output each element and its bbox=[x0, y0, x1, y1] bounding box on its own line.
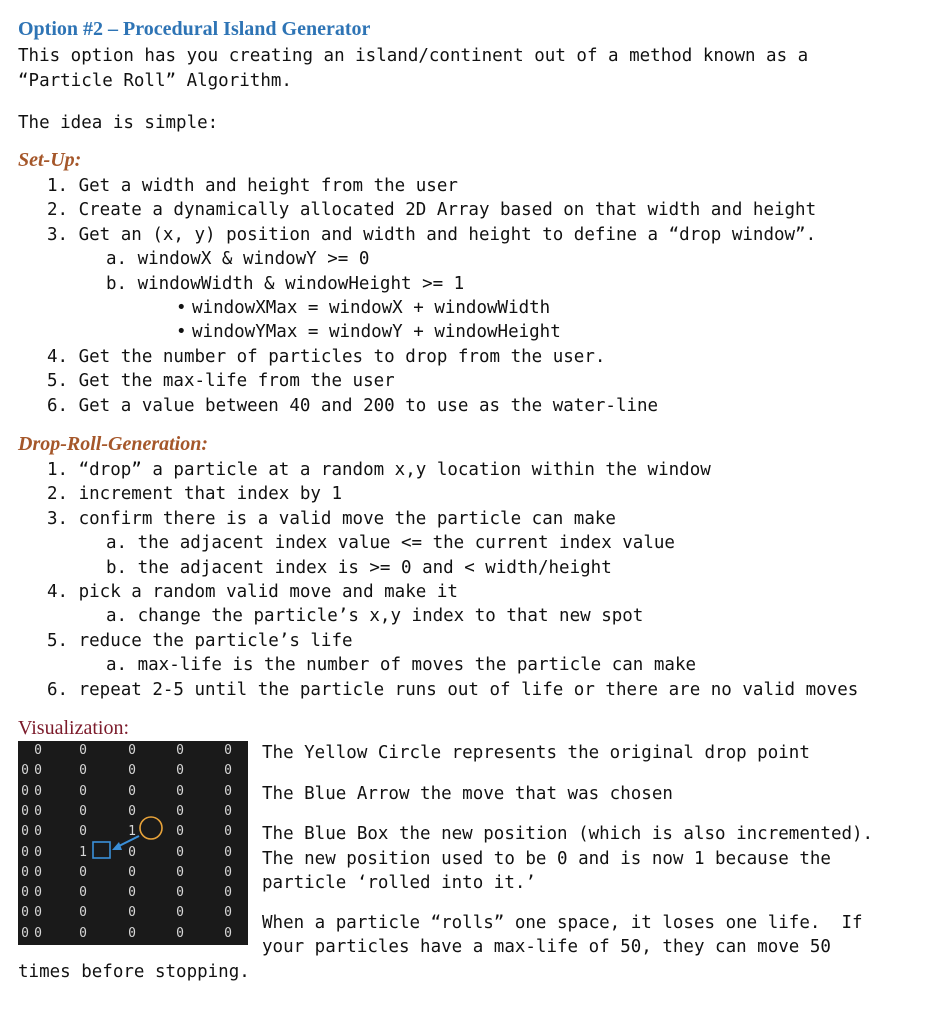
grid-cell: 0 bbox=[21, 824, 29, 840]
blue-position-box bbox=[93, 842, 110, 858]
grid-cell: 0 bbox=[176, 864, 184, 880]
list-item-text: the adjacent index is >= 0 and < width/height bbox=[137, 557, 612, 578]
list-item-marker: 2. bbox=[47, 484, 79, 505]
list-item-marker: 5. bbox=[47, 371, 79, 392]
drop-roll-list bbox=[0, 458, 858, 702]
grid-cell: 1 bbox=[79, 844, 87, 860]
list-item-marker: • bbox=[176, 322, 187, 343]
viz-line-roll-1: When a particle “rolls” one space, it loses one life. If bbox=[262, 913, 863, 933]
list-item-text: change the particle’s x,y index to that new spot bbox=[137, 606, 644, 627]
grid-cell: 0 bbox=[79, 905, 87, 921]
list-item-text: repeat 2-5 until the particle runs out of life or there are no valid moves bbox=[78, 679, 859, 700]
list-item bbox=[0, 482, 858, 506]
grid-cell: 0 bbox=[224, 803, 232, 819]
grid-cell: 0 bbox=[128, 885, 136, 901]
grid-cell: 0 bbox=[176, 763, 184, 779]
grid-cell: 0 bbox=[176, 803, 184, 819]
list-item bbox=[0, 247, 816, 271]
viz-line-box-2: The new position used to be 0 and is now 1 because the bbox=[262, 849, 831, 869]
grid-cell: 0 bbox=[128, 844, 136, 860]
grid-cell: 0 bbox=[21, 763, 29, 779]
grid-cell: 0 bbox=[21, 783, 29, 799]
list-item bbox=[0, 223, 816, 247]
drop-roll-heading: Drop-Roll-Generation: bbox=[18, 433, 208, 455]
viz-line-arrow: The Blue Arrow the move that was chosen bbox=[262, 784, 673, 804]
grid-cell: 0 bbox=[34, 763, 42, 779]
grid-cell: 0 bbox=[176, 783, 184, 799]
list-item-text: Get an (x, y) position and width and height to define a “drop window”. bbox=[78, 224, 817, 245]
grid-cell: 0 bbox=[34, 803, 42, 819]
list-item-marker: 3. bbox=[47, 224, 79, 245]
viz-line-box-1: The Blue Box the new position (which is also incremented). bbox=[262, 824, 874, 844]
list-item-text: windowXMax = windowX + windowWidth bbox=[192, 298, 551, 319]
grid-cell: 0 bbox=[176, 824, 184, 840]
grid-cell: 0 bbox=[21, 803, 29, 819]
list-item-marker: 4. bbox=[47, 582, 79, 603]
list-item bbox=[0, 678, 858, 702]
grid-cell: 0 bbox=[128, 905, 136, 921]
list-item-text: Get a value between 40 and 200 to use as the water-line bbox=[78, 395, 659, 416]
list-item-text: pick a random valid move and make it bbox=[78, 582, 458, 603]
list-item-marker: 3. bbox=[47, 508, 79, 529]
intro-line-1: This option has you creating an island/continent out of a method known as a bbox=[18, 46, 809, 66]
list-item-text: windowYMax = windowY + windowHeight bbox=[192, 322, 561, 343]
list-item-marker: 2. bbox=[47, 200, 79, 221]
grid-cell: 0 bbox=[224, 763, 232, 779]
list-item bbox=[0, 580, 858, 604]
list-item-text: Get a width and height from the user bbox=[78, 176, 458, 196]
list-item bbox=[0, 296, 816, 320]
list-item bbox=[0, 345, 816, 369]
list-item bbox=[0, 272, 816, 296]
grid-cell: 0 bbox=[34, 824, 42, 840]
grid-cell: 0 bbox=[224, 844, 232, 860]
blue-arrow-head bbox=[112, 842, 122, 850]
list-item-marker: 1. bbox=[47, 176, 79, 196]
list-item-text: windowX & windowY >= 0 bbox=[137, 249, 370, 270]
grid-cell: 0 bbox=[79, 824, 87, 840]
grid-cell: 0 bbox=[224, 885, 232, 901]
list-item-marker: a. bbox=[106, 655, 138, 676]
viz-line-box-3: particle ‘rolled into it.’ bbox=[262, 873, 536, 893]
grid-cell: 0 bbox=[176, 844, 184, 860]
list-item bbox=[0, 653, 858, 677]
grid-cell: 0 bbox=[176, 905, 184, 921]
grid-cell: 0 bbox=[224, 925, 232, 941]
grid-cell: 0 bbox=[224, 864, 232, 880]
list-item bbox=[0, 531, 858, 555]
list-item bbox=[0, 507, 858, 531]
grid-cell: 0 bbox=[79, 803, 87, 819]
grid-cell: 0 bbox=[128, 783, 136, 799]
grid-cell: 0 bbox=[34, 905, 42, 921]
grid-cell: 0 bbox=[224, 783, 232, 799]
setup-heading: Set-Up: bbox=[18, 149, 82, 171]
list-item-marker: 1. bbox=[47, 460, 79, 480]
list-item bbox=[0, 198, 816, 222]
intro-line-2: “Particle Roll” Algorithm. bbox=[18, 71, 292, 91]
list-item-marker: 6. bbox=[47, 395, 79, 416]
list-item-text: the adjacent index value <= the current index value bbox=[137, 533, 675, 554]
list-item-marker: 5. bbox=[47, 630, 79, 651]
grid-cell: 0 bbox=[21, 925, 29, 941]
list-item-marker: a. bbox=[106, 606, 138, 627]
list-item-text: increment that index by 1 bbox=[78, 484, 343, 505]
grid-cell: 0 bbox=[176, 925, 184, 941]
grid-cell: 0 bbox=[176, 743, 184, 758]
grid-cell: 1 bbox=[128, 824, 136, 840]
list-item-text: Create a dynamically allocated 2D Array based on that width and height bbox=[78, 200, 817, 221]
grid-cell: 0 bbox=[34, 783, 42, 799]
list-item-marker: 6. bbox=[47, 679, 79, 700]
yellow-drop-circle bbox=[140, 817, 162, 839]
viz-line-roll-2: your particles have a max-life of 50, they can move 50 bbox=[262, 937, 831, 957]
list-item bbox=[0, 394, 816, 418]
grid-cell: 0 bbox=[79, 783, 87, 799]
grid-cell: 0 bbox=[34, 743, 42, 758]
grid-cell: 0 bbox=[79, 885, 87, 901]
grid-cell: 0 bbox=[21, 905, 29, 921]
grid-cell: 0 bbox=[128, 803, 136, 819]
grid-cell: 0 bbox=[21, 864, 29, 880]
grid-cell: 0 bbox=[224, 824, 232, 840]
grid-cell: 0 bbox=[128, 763, 136, 779]
grid-cell: 0 bbox=[79, 763, 87, 779]
grid-cell: 0 bbox=[79, 864, 87, 880]
grid-cell: 0 bbox=[128, 864, 136, 880]
list-item-marker: b. bbox=[106, 273, 138, 294]
viz-line-roll-3: times before stopping. bbox=[18, 962, 250, 982]
grid-cell: 0 bbox=[34, 925, 42, 941]
setup-list bbox=[0, 174, 816, 418]
list-item bbox=[0, 369, 816, 393]
visualization-heading: Visualization: bbox=[18, 717, 129, 739]
list-item-text: “drop” a particle at a random x,y location within the window bbox=[78, 460, 711, 480]
idea-line: The idea is simple: bbox=[18, 113, 219, 133]
list-item bbox=[0, 556, 858, 580]
list-item-marker: a. bbox=[106, 533, 138, 554]
list-item-text: max-life is the number of moves the particle can make bbox=[137, 655, 697, 676]
visualization-grid bbox=[18, 741, 248, 945]
grid-cell: 0 bbox=[128, 925, 136, 941]
list-item-text: Get the max-life from the user bbox=[78, 371, 395, 392]
grid-cell: 0 bbox=[79, 743, 87, 758]
grid-cell: 0 bbox=[34, 885, 42, 901]
list-item bbox=[0, 320, 816, 344]
viz-line-yellow: The Yellow Circle represents the original drop point bbox=[262, 743, 810, 763]
list-item-marker: 4. bbox=[47, 346, 79, 367]
grid-cell: 0 bbox=[34, 844, 42, 860]
list-item-marker: a. bbox=[106, 249, 138, 270]
list-item bbox=[0, 629, 858, 653]
list-item bbox=[0, 458, 858, 482]
grid-cell: 0 bbox=[224, 743, 232, 758]
grid-cell: 0 bbox=[34, 864, 42, 880]
grid-cell: 0 bbox=[21, 844, 29, 860]
list-item bbox=[0, 174, 816, 198]
page-title: Option #2 – Procedural Island Generator bbox=[18, 18, 371, 40]
list-item-text: windowWidth & windowHeight >= 1 bbox=[137, 273, 465, 294]
list-item-text: reduce the particle’s life bbox=[78, 630, 353, 651]
grid-cell: 0 bbox=[176, 885, 184, 901]
grid-cell: 0 bbox=[79, 925, 87, 941]
grid-cell: 0 bbox=[21, 885, 29, 901]
list-item-text: confirm there is a valid move the particle can make bbox=[78, 508, 616, 529]
list-item-text: Get the number of particles to drop from the user. bbox=[78, 346, 606, 367]
grid-cell: 0 bbox=[128, 743, 136, 758]
list-item-marker: b. bbox=[106, 557, 138, 578]
list-item bbox=[0, 604, 858, 628]
list-item-marker: • bbox=[176, 298, 187, 319]
grid-cell: 0 bbox=[224, 905, 232, 921]
